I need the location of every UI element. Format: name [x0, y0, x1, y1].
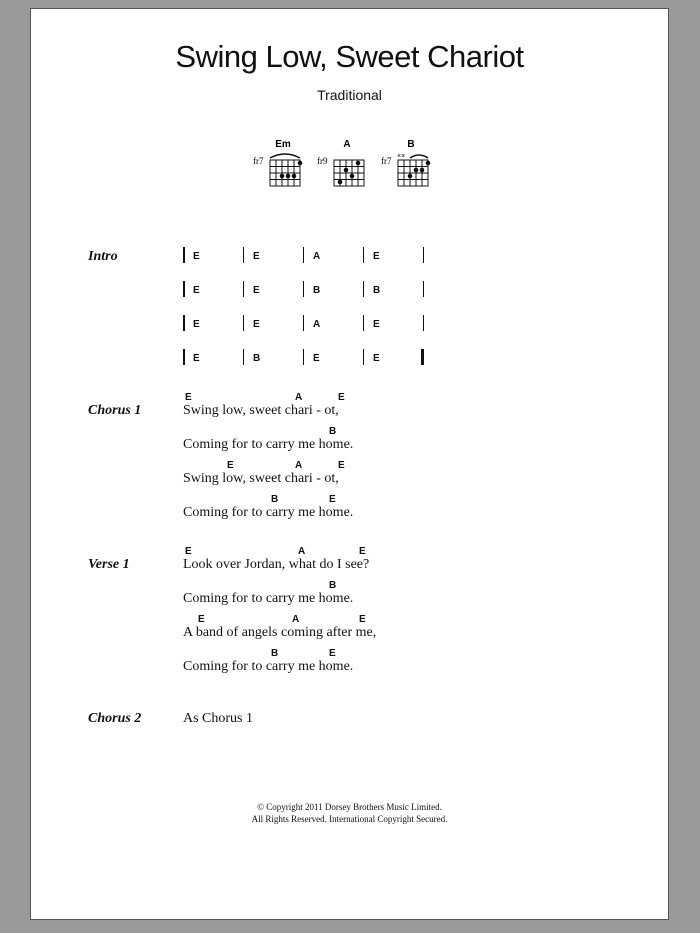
chord-name: A: [343, 139, 351, 150]
intro-chord: E: [253, 285, 260, 296]
lyric-line: A band of angels coming after me,: [183, 625, 377, 640]
intro-chord: E: [193, 319, 200, 330]
lyric-chord: E: [185, 392, 192, 403]
barline: [423, 281, 424, 297]
song-title: Swing Low, Sweet Chariot: [175, 39, 524, 74]
chord-name: Em: [275, 139, 291, 150]
lyric-line: Swing low, sweet chari - ot,: [183, 403, 339, 418]
intro-chord: A: [313, 319, 321, 330]
sheet-page: [30, 8, 669, 920]
barline: [423, 315, 424, 331]
barline: [243, 281, 244, 297]
composer: Traditional: [317, 87, 382, 103]
barline: [243, 315, 244, 331]
chord-grid-icon: [395, 150, 433, 188]
intro-chord: B: [253, 353, 261, 364]
barline: [363, 349, 364, 365]
lyric-chord: A: [295, 460, 303, 471]
lyric-chord: E: [227, 460, 234, 471]
barline: [303, 315, 304, 331]
lyric-chord: A: [295, 392, 303, 403]
lyric-chord: B: [329, 426, 337, 437]
chord-diagram-em: [253, 139, 313, 189]
copyright-line-2: All Rights Reserved. International Copyright Secured.: [251, 814, 448, 824]
lyric-chord: B: [329, 580, 337, 591]
intro-chord: E: [253, 251, 260, 262]
lyric-chord: E: [198, 614, 205, 625]
lyric-chord: A: [298, 546, 306, 557]
lyric-chord: B: [271, 648, 279, 659]
svg-text:××: ××: [397, 153, 406, 160]
barline: [243, 349, 244, 365]
chord-diagram-a: [317, 139, 377, 189]
chord-grid-icon: [267, 150, 305, 188]
intro-chord: E: [193, 353, 200, 364]
chord-grid-icon: [331, 150, 369, 188]
intro-chord: E: [373, 319, 380, 330]
barline: [243, 247, 244, 263]
barline: [303, 281, 304, 297]
lyric-line: Swing low, sweet chari - ot,: [183, 471, 339, 486]
chord-diagram-b: [381, 139, 441, 189]
intro-chord: E: [193, 285, 200, 296]
intro-chord: B: [313, 285, 321, 296]
lyric-chord: E: [359, 614, 366, 625]
intro-chord: A: [313, 251, 321, 262]
section-label-chorus-2: Chorus 2: [88, 711, 142, 726]
chord-name: B: [407, 139, 415, 150]
lyric-line: Coming for to carry me home.: [183, 591, 354, 606]
lyric-chord: E: [329, 648, 336, 659]
lyric-chord: E: [359, 546, 366, 557]
barline: [363, 281, 364, 297]
intro-chord: E: [193, 251, 200, 262]
barline: [183, 281, 185, 297]
lyric-line: Coming for to carry me home.: [183, 659, 354, 674]
lyric-chord: A: [292, 614, 300, 625]
copyright-notice: [31, 801, 668, 825]
fret-label: fr7: [253, 156, 264, 166]
lyric-line: Coming for to carry me home.: [183, 437, 354, 452]
barline: [363, 315, 364, 331]
intro-chord: E: [373, 251, 380, 262]
final-barline: [421, 349, 424, 365]
barline: [183, 349, 185, 365]
lyric-chord: E: [338, 460, 345, 471]
fret-label: fr9: [317, 156, 328, 166]
copyright-line-1: © Copyright 2011 Dorsey Brothers Music Limited.: [257, 802, 442, 812]
repeat-instruction: As Chorus 1: [183, 711, 254, 726]
intro-chord: E: [313, 353, 320, 364]
lyric-line: Look over Jordan, what do I see?: [183, 557, 370, 572]
lyric-chord: B: [271, 494, 279, 505]
barline: [363, 247, 364, 263]
section-label-chorus-1: Chorus 1: [88, 403, 142, 418]
lyric-chord: E: [329, 494, 336, 505]
barline: [183, 247, 185, 263]
fret-label: fr7: [381, 156, 392, 166]
intro-chord: E: [253, 319, 260, 330]
section-label-intro: Intro: [88, 249, 118, 264]
intro-chord: B: [373, 285, 381, 296]
lyric-chord: E: [185, 546, 192, 557]
intro-chord: E: [373, 353, 380, 364]
lyric-chord: E: [338, 392, 345, 403]
section-label-verse-1: Verse 1: [88, 557, 130, 572]
barline: [303, 349, 304, 365]
barline: [183, 315, 185, 331]
barline: [303, 247, 304, 263]
lyric-line: Coming for to carry me home.: [183, 505, 354, 520]
barline: [423, 247, 424, 263]
